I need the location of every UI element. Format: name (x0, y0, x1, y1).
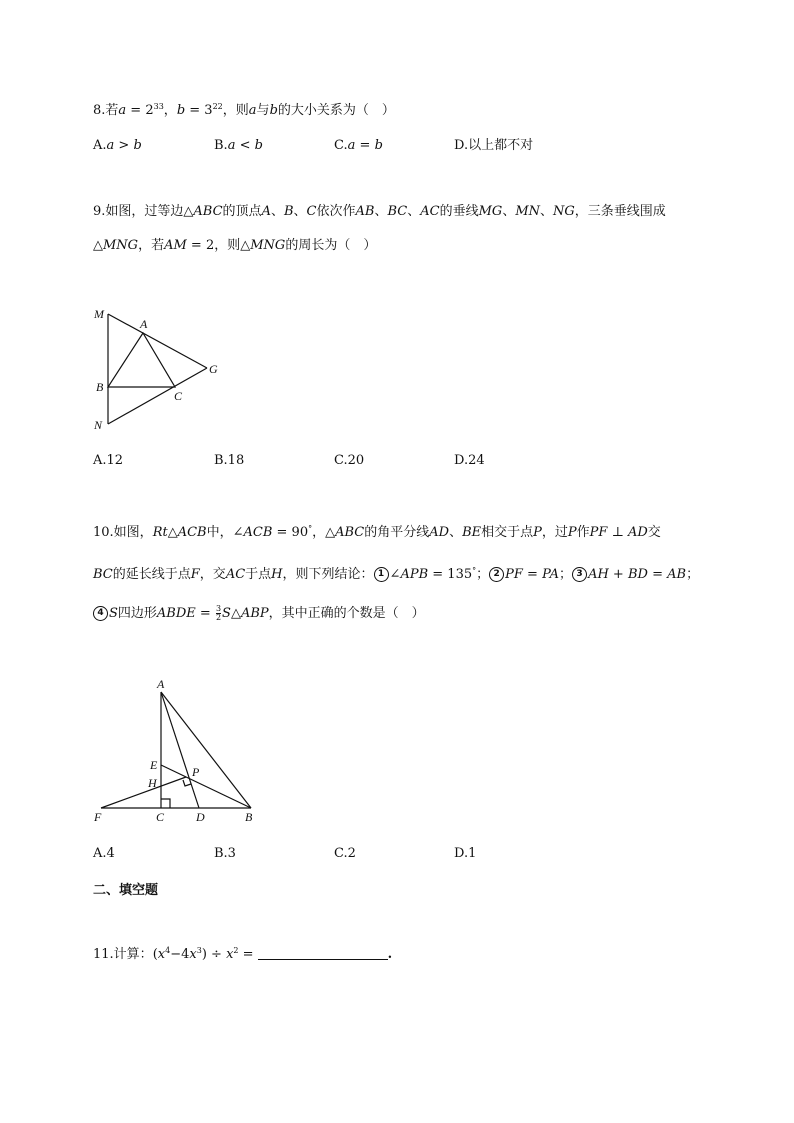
q10-label-p: P (192, 765, 200, 779)
q9-line-mg (108, 314, 207, 368)
conclusion-2-marker: 2 (489, 567, 504, 582)
q9-label-n: N (94, 418, 103, 432)
q10-label-h: H (148, 776, 157, 790)
fraction-three-halves: $\frac{3}{2}$ (215, 604, 222, 622)
section-heading-fill-in: 二、填空题 (93, 883, 159, 898)
q8-option-b: B.a < b (214, 138, 263, 153)
q10-line-fp (101, 777, 186, 808)
q10-line-ab (161, 692, 251, 808)
q8-option-a: A.a > b (93, 138, 142, 153)
q10-option-b: B.3 (214, 846, 236, 861)
q9-label-a: A (140, 317, 148, 331)
q9-line-ng (108, 368, 207, 424)
q10-stem-line1: 10.如图，Rt△ACB中，∠ACB = 90°，△ABC的角平分线AD、BE相交于点P，过P作PF ⊥ AD交 (93, 524, 661, 540)
q9-option-a: A.12 (93, 453, 124, 468)
answer-blank[interactable] (258, 947, 388, 960)
q10-label-d: D (196, 810, 205, 824)
q10-label-c: C (156, 810, 165, 824)
q10-stem-line3: 4 S四边形ABDE = $\frac{3}{2}$ S△ABP，其中正确的个数是（ ） (93, 605, 425, 623)
conclusion-4-marker: 4 (93, 606, 108, 621)
q9-label-m: M (94, 307, 104, 321)
q9-option-c: C.20 (334, 453, 365, 468)
q10-option-d: D.1 (454, 846, 477, 861)
q10-label-e: E (150, 758, 158, 772)
q8-option-c: C.a = b (334, 138, 383, 153)
q9-triangle-abc (108, 333, 175, 387)
q11-stem: 11.计算：$(x^4-4x^3) \div x^2$ = . (93, 946, 393, 962)
q10-option-a: A.4 (93, 846, 115, 861)
q9-option-b: B.18 (214, 453, 245, 468)
q9-label-g: G (209, 362, 218, 376)
q9-option-d: D.24 (454, 453, 485, 468)
q10-label-a: A (157, 677, 165, 691)
q10-option-c: C.2 (334, 846, 356, 861)
q10-right-angle-c (161, 799, 170, 808)
q9-figure (88, 300, 228, 435)
q8-option-d: D.以上都不对 (454, 138, 534, 153)
conclusion-1-marker: 1 (374, 567, 389, 582)
q10-figure (88, 675, 268, 830)
q9-stem-line1: 9.如图，过等边△ABC的顶点A、B、C依次作AB、BC、AC的垂线MG、MN、NG，三条垂线围成 (93, 204, 666, 219)
q10-line-be (161, 765, 251, 808)
q10-stem-line2: BC的延长线于点F，交AC于点H，则下列结论： 1 ∠APB = 135°； 2 PF = PA； 3 AH + BD = AB； (93, 566, 700, 582)
q10-line-ad (161, 692, 199, 808)
q9-label-b: B (96, 380, 104, 394)
q9-stem-line2: △MNG，若AM = 2，则△MNG的周长为（ ） (93, 238, 377, 253)
q9-label-c: C (174, 389, 183, 403)
conclusion-3-marker: 3 (572, 567, 587, 582)
q10-label-b: B (245, 810, 253, 824)
q8-stem: 8.若$a = 2^{33}$，$b = 3^{22}$，则a与b的大小关系为（ ） (93, 102, 395, 118)
q10-label-f: F (94, 810, 102, 824)
